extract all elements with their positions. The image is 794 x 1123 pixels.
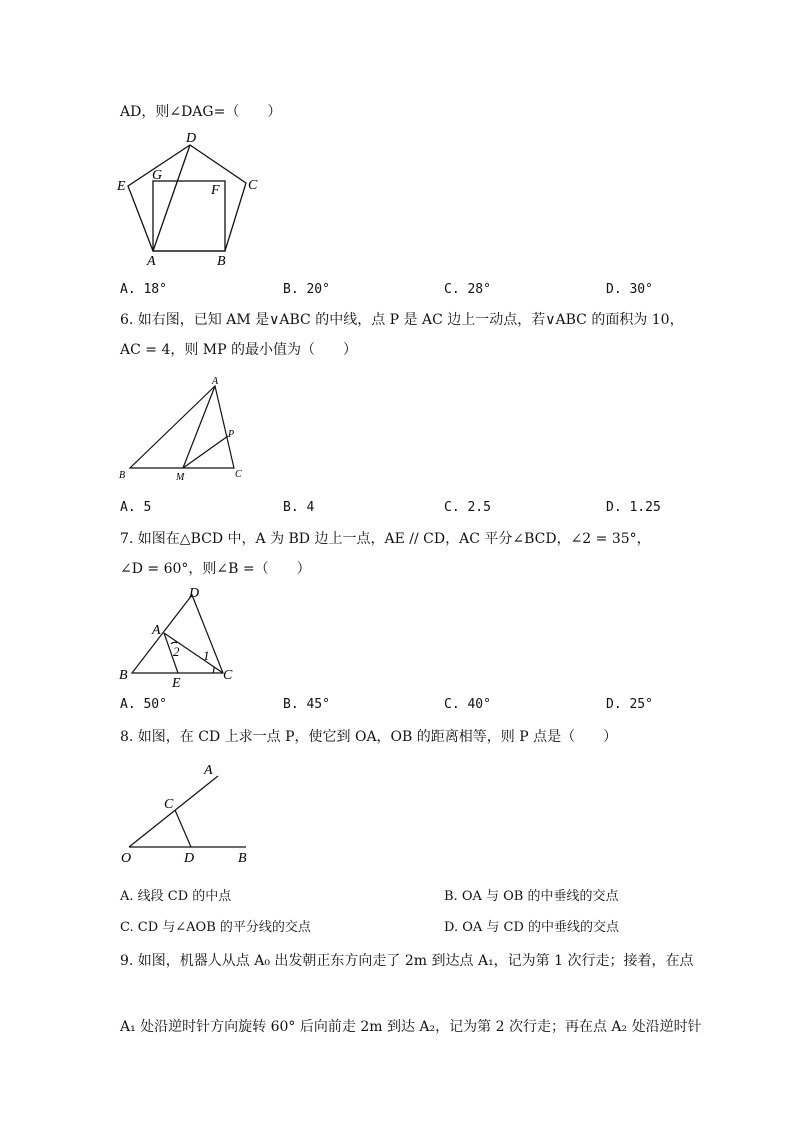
label-D: D	[184, 851, 195, 866]
q5-figure	[112, 128, 272, 268]
label-E: E	[172, 676, 181, 689]
label-angle-2: 2	[173, 644, 180, 659]
label-angle-1: 1	[203, 648, 210, 663]
label-A: A	[147, 254, 156, 268]
q6-option-a[interactable]: A. 5	[120, 500, 152, 515]
q5-option-a[interactable]: A. 18°	[120, 282, 167, 297]
label-C: C	[248, 178, 258, 193]
q7-option-d[interactable]: D. 25°	[606, 697, 653, 712]
label-G: G	[152, 168, 163, 183]
q8-option-b[interactable]: B. OA 与 OB 的中垂线的交点	[444, 889, 619, 904]
q7-text-line1: 7. 如图在△BCD 中，A 为 BD 边上一点，AE // CD，AC 平分∠BCD，∠2 = 35°，	[120, 531, 651, 547]
q8-figure	[116, 758, 266, 868]
q8-option-c[interactable]: C. CD 与∠AOB 的平分线的交点	[120, 920, 311, 935]
segment-ad	[153, 145, 190, 251]
ray-oa	[129, 776, 218, 847]
label-F: F	[211, 183, 220, 198]
segment-am	[183, 386, 215, 468]
label-C: C	[223, 668, 233, 683]
q8-text-line1: 8. 如图，在 CD 上求一点 P，使它到 OA，OB 的距离相等，则 P 点是（ ）	[120, 729, 618, 745]
q6-option-b[interactable]: B. 4	[283, 500, 315, 515]
label-A: A	[212, 376, 219, 387]
q6-option-d[interactable]: D. 1.25	[606, 500, 661, 515]
q8-option-a[interactable]: A. 线段 CD 的中点	[120, 889, 232, 904]
q6-text-line1: 6. 如右图，已知 AM 是∨ABC 的中线，点 P 是 AC 边上一动点，若∨ABC 的面积为 10，	[120, 312, 684, 328]
q6-option-c[interactable]: C. 2.5	[444, 500, 491, 515]
label-A: A	[204, 763, 213, 778]
label-E: E	[117, 179, 126, 194]
q6-figure	[115, 372, 255, 484]
label-B: B	[119, 470, 126, 481]
q8-option-d[interactable]: D. OA 与 CD 的中垂线的交点	[444, 920, 620, 935]
q5-option-d[interactable]: D. 30°	[606, 282, 653, 297]
label-C: C	[235, 469, 242, 480]
q7-figure	[116, 583, 246, 689]
label-B: B	[238, 851, 247, 866]
q5-option-b[interactable]: B. 20°	[283, 282, 330, 297]
label-D: D	[186, 131, 197, 146]
label-P: P	[228, 429, 235, 440]
label-B: B	[119, 668, 128, 683]
angle-1-arc	[213, 667, 214, 673]
q9-text-line1: 9. 如图，机器人从点 A₀ 出发朝正东方向走了 2m 到达点 A₁，记为第 1 次行走；接着，在点	[120, 953, 694, 969]
q7-text-line2: ∠D = 60°，则∠B =（ ）	[120, 561, 311, 577]
pentagon	[128, 145, 246, 251]
segment-cd	[175, 810, 191, 847]
q6-text-line2: AC = 4，则 MP 的最小值为（ ）	[120, 342, 358, 358]
label-M: M	[176, 472, 185, 483]
q7-option-a[interactable]: A. 50°	[120, 697, 167, 712]
q7-option-c[interactable]: C. 40°	[444, 697, 491, 712]
triangle-abc	[130, 386, 234, 468]
label-C: C	[164, 797, 174, 812]
label-D: D	[189, 586, 200, 601]
q7-option-b[interactable]: B. 45°	[283, 697, 330, 712]
label-O: O	[121, 851, 132, 866]
q5-text: AD，则∠DAG=（ ）	[120, 104, 282, 120]
q9-text-line2: A₁ 处沿逆时针方向旋转 60° 后向前走 2m 到达 A₂，记为第 2 次行走；再在点 A₂ 处沿逆时针	[120, 1019, 702, 1035]
label-B: B	[217, 254, 226, 268]
label-A: A	[152, 623, 161, 638]
q5-option-c[interactable]: C. 28°	[444, 282, 491, 297]
